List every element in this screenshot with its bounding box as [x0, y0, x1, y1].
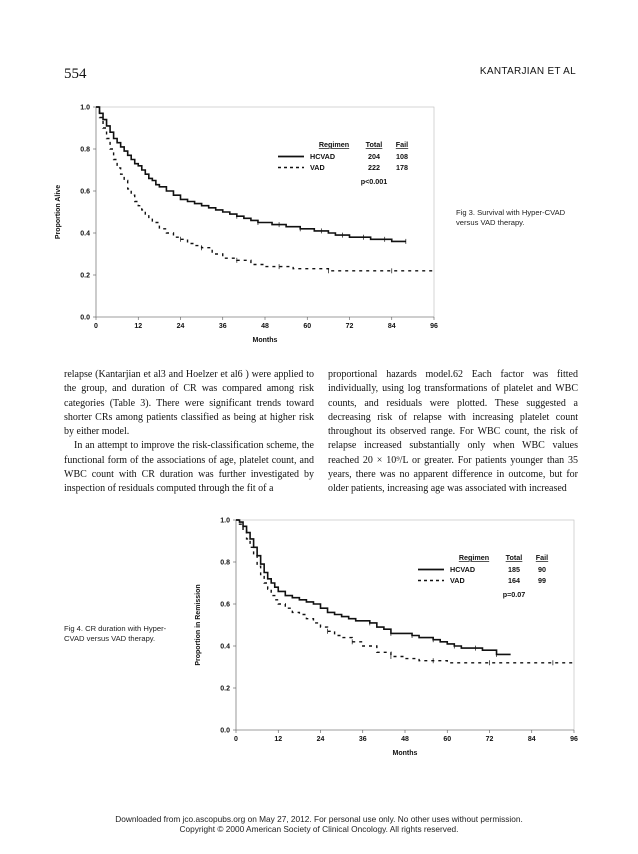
y-axis-label: Proportion in Remission	[195, 584, 202, 666]
legend-cell: HCVAD	[450, 565, 476, 574]
legend-cell: 222	[368, 163, 380, 172]
x-tick-label: 60	[303, 323, 312, 330]
legend-cell: 178	[396, 163, 408, 172]
paragraph: proportional hazards model.62 Each factor was fitted individually, using log transformations of platelet and WBC counts, and residuals were plotted. These suggested a decreasing risk of relapse with increasing platelet count throughout its observed range. For WBC count, the risk of relapse increased substantially only when WBC values reached 20 × 10⁹/L or greater. For patients younger than 35 years, there was no apparent difference in outcome, but for older patients, increasing age was associated with increased	[328, 369, 578, 495]
x-tick-label: 12	[134, 323, 143, 330]
footer-line-1: Downloaded from jco.ascopubs.org on May 27, 2012. For personal use only. No other uses without permission.	[115, 814, 523, 824]
y-tick-label: 0.4	[220, 643, 230, 651]
p-value: p=0.07	[502, 590, 526, 599]
legend-header: Total	[505, 553, 523, 562]
plot-frame	[96, 107, 434, 317]
x-tick-label: 36	[218, 323, 227, 330]
legend-cell: 164	[508, 576, 520, 585]
x-tick-label: 36	[358, 736, 367, 743]
y-tick-label: 0.6	[80, 188, 90, 196]
y-tick-label: 1.0	[80, 104, 90, 112]
plot-frame	[236, 520, 574, 730]
y-tick-label: 0.0	[80, 314, 90, 322]
x-tick-label: 0	[94, 323, 98, 330]
p-value: p<0.001	[360, 177, 388, 186]
legend-header: Regimen	[458, 553, 490, 562]
figure-3-chart	[50, 95, 450, 350]
y-tick-label: 0.6	[220, 601, 230, 609]
page-number: 554	[64, 66, 87, 82]
x-tick-label: 48	[401, 736, 409, 743]
x-tick-label: 72	[345, 323, 354, 330]
series-line-hcvad	[96, 107, 409, 241]
paragraph: relapse (Kantarjian et al3 and Hoelzer et al6 ) were applied to the group, and duration of CR was compared among risk categories (Table 3). There were significant trends toward shorter CRs among patients classified as being at higher risk by either model.	[64, 369, 314, 438]
legend-cell: 185	[508, 565, 520, 574]
legend-header: Fail	[535, 553, 549, 562]
x-tick-label: 84	[527, 736, 536, 743]
y-tick-label: 0.2	[220, 685, 230, 693]
legend-cell: 99	[538, 576, 546, 585]
x-axis-label: Months	[252, 337, 278, 344]
legend-header: Regimen	[318, 140, 350, 149]
paragraph: In an attempt to improve the risk-classification scheme, the functional form of the associations of age, platelet count, and WBC count with CR duration was further investigated by inspection of residuals computed through the fit of a	[64, 440, 314, 495]
legend-cell: VAD	[310, 163, 325, 172]
x-tick-label: 60	[443, 736, 452, 743]
x-tick-label: 84	[387, 323, 396, 330]
footer	[0, 814, 638, 834]
x-tick-label: 24	[316, 736, 325, 743]
x-tick-label: 0	[234, 736, 238, 743]
footer-line-2: Copyright © 2000 American Society of Clinical Oncology. All rights reserved.	[179, 824, 459, 834]
running-head: KANTARJIAN ET AL	[479, 66, 576, 77]
y-tick-label: 0.2	[80, 272, 90, 280]
y-tick-label: 0.0	[220, 727, 230, 735]
y-tick-label: 0.4	[80, 230, 90, 238]
x-tick-label: 72	[485, 736, 494, 743]
y-axis-label: Proportion Alive	[55, 184, 62, 240]
figure-4-chart	[190, 508, 590, 763]
legend-cell: 204	[368, 152, 380, 161]
legend-cell: 90	[538, 565, 546, 574]
body-column-left	[64, 368, 314, 497]
legend-header: Total	[365, 140, 383, 149]
x-tick-label: 48	[261, 323, 269, 330]
y-tick-label: 1.0	[220, 517, 230, 525]
y-tick-label: 0.8	[220, 559, 230, 567]
x-tick-label: 96	[430, 323, 438, 330]
x-tick-label: 12	[274, 736, 283, 743]
figure-4-caption: Fig 4. CR duration with Hyper-CVAD versus VAD therapy.	[64, 624, 167, 643]
x-tick-label: 24	[176, 323, 185, 330]
body-column-right	[328, 368, 578, 497]
x-axis-label: Months	[392, 750, 418, 757]
figure-3-caption: Fig 3. Survival with Hyper-CVAD versus VAD therapy.	[456, 208, 566, 227]
series-line-vad	[96, 107, 434, 271]
y-tick-label: 0.8	[80, 146, 90, 154]
legend-cell: HCVAD	[310, 152, 336, 161]
legend-cell: 108	[396, 152, 408, 161]
legend-header: Fail	[395, 140, 409, 149]
series-line-hcvad	[236, 520, 511, 654]
x-tick-label: 96	[570, 736, 578, 743]
legend-cell: VAD	[450, 576, 465, 585]
